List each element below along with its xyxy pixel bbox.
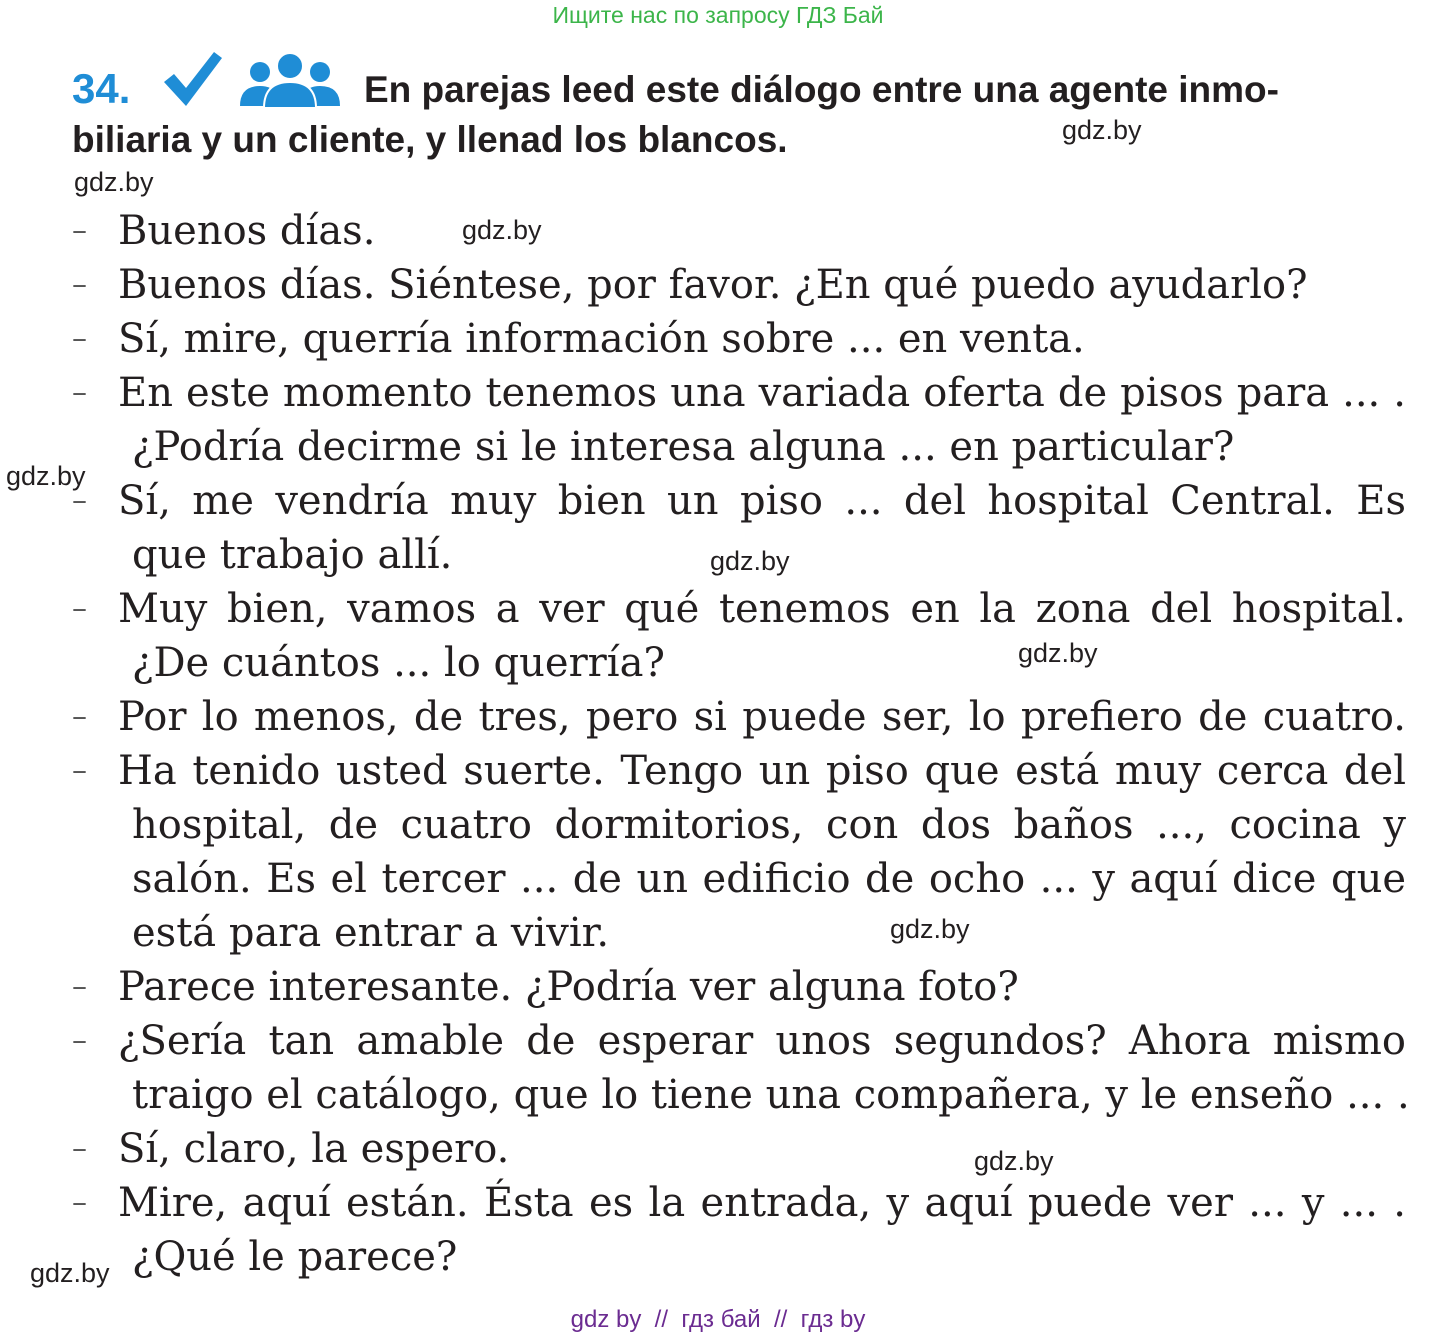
dash: – [72, 969, 87, 1004]
group-icon [238, 50, 342, 108]
dialogue-line: ¿Qué le parece? [132, 1234, 458, 1280]
dialogue-line: En este momento tenemos una variada oferta de pisos para ... . [118, 370, 1406, 416]
dash: – [72, 1023, 87, 1058]
dialogue-line: Sí, claro, la espero. [118, 1126, 510, 1172]
dialogue-line: Por lo menos, de tres, pero si puede ser, lo prefiero de cuatro. [118, 694, 1406, 740]
dialogue-line: salón. Es el tercer ... de un edificio de ocho ... y aquí dice que [132, 856, 1406, 902]
check-icon [160, 48, 224, 110]
watermark: gdz.by [30, 1258, 110, 1288]
dialogue-line: Parece interesante. ¿Podría ver alguna foto? [118, 964, 1019, 1010]
dash: – [72, 375, 87, 410]
instruction-line-2: biliaria y un cliente, y llenad los blancos. [72, 119, 788, 160]
dialogue-line: Buenos días. Siéntese, por favor. ¿En qué puedo ayudarlo? [118, 262, 1308, 308]
dialogue-line: que trabajo allí. [132, 532, 453, 578]
instruction-line-1: En parejas leed este diálogo entre una agente inmo- [364, 69, 1279, 110]
dialogue-line: Sí, mire, querría información sobre ... en venta. [118, 316, 1085, 362]
dash: – [72, 753, 87, 788]
dash: – [72, 591, 87, 626]
dash: – [72, 321, 87, 356]
dash: – [72, 267, 87, 302]
dialogue-line: traigo el catálogo, que lo tiene una compañera, y le enseño ... . [132, 1072, 1410, 1118]
watermark: gdz.by [462, 215, 542, 245]
dash: – [72, 213, 87, 248]
dash: – [72, 483, 87, 518]
dialogue-line: ¿De cuántos ... lo querría? [132, 640, 665, 686]
dialogue-line: Muy bien, vamos a ver qué tenemos en la zona del hospital. [118, 586, 1406, 632]
exercise-number: 34. [72, 65, 131, 112]
watermark: gdz.by [710, 546, 790, 576]
dialogue-line: ¿Podría decirme si le interesa alguna ... en particular? [132, 424, 1235, 470]
top-banner: Ищите нас по запросу ГДЗ Бай [552, 2, 884, 28]
watermark: gdz.by [6, 461, 86, 491]
dialogue-line: Mire, aquí están. Ésta es la entrada, y aquí puede ver ... y ... . [118, 1180, 1406, 1226]
watermark: gdz.by [974, 1146, 1054, 1176]
footer: gdz by // гдз бай // гдз by [570, 1306, 866, 1333]
dialogue-line: ¿Sería tan amable de esperar unos segundos? Ahora mismo [118, 1018, 1406, 1064]
dialogue-line: está para entrar a vivir. [132, 910, 610, 956]
watermark: gdz.by [890, 914, 970, 944]
watermark: gdz.by [1018, 638, 1098, 668]
dash: – [72, 1131, 87, 1166]
dialogue-line: Buenos días. [118, 208, 376, 254]
dash: – [72, 1185, 87, 1220]
dialogue-line: Ha tenido usted suerte. Tengo un piso que está muy cerca del [118, 748, 1406, 794]
watermark: gdz.by [74, 167, 154, 197]
dash: – [72, 699, 87, 734]
watermark: gdz.by [1062, 115, 1142, 145]
dialogue-line: Sí, me vendría muy bien un piso ... del hospital Central. Es [118, 478, 1406, 524]
dialogue-line: hospital, de cuatro dormitorios, con dos baños ..., cocina y [132, 802, 1406, 848]
